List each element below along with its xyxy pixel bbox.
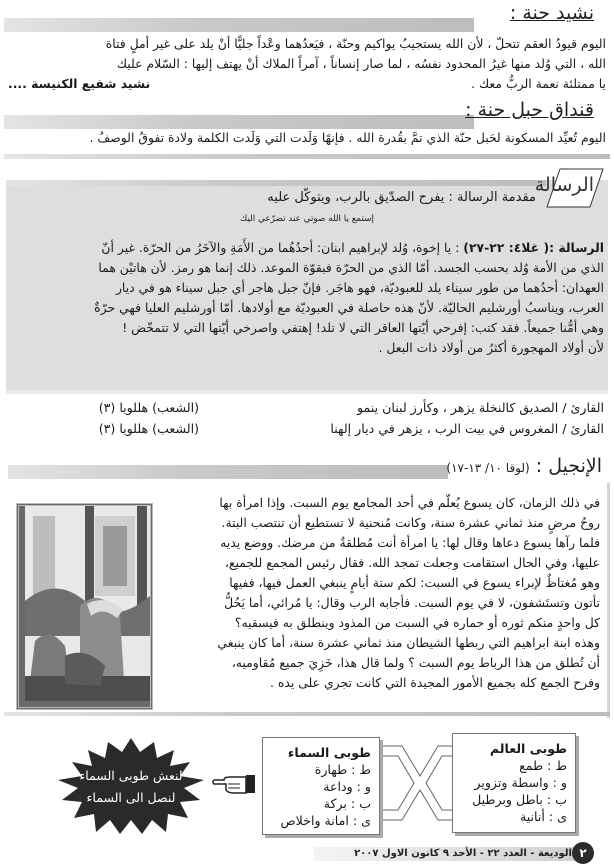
motto-line-2: لنصل الى السماء [86, 790, 176, 805]
epistle-reference: الرسالة :( غلا٤: ٢٢-٢٧) [463, 240, 604, 255]
gospel-line: وهو مُغتاظٌ لإبراء يسوع في السبت: لكم ستة أيامٍ ينبغي العمل فيها، ففيها [229, 575, 600, 590]
hymn-line: يا ممتلئة نعمة الربُّ معك . [471, 76, 606, 91]
beatitudes-heaven-box [262, 737, 380, 835]
epistle-intro-2: إستمع يا الله صوتي عند تضرّعي اليك [240, 214, 374, 224]
beatitude-item: ب : بركة [323, 796, 371, 811]
epistle-line: لأن أولاد المهجورة أكثرُ من أولاد ذات البعل . [378, 340, 604, 355]
divider [4, 712, 610, 716]
alleluia-people: (الشعب) هللويا (٣) [98, 400, 199, 415]
hymn-line: اليوم قيودُ العقم تتحلّ ، لأن الله يستجيبُ يواكيم وحنّة ، فيَعدُهما وعْداً جليًّا أنْ يلد على غير أملٍ فتاة [105, 36, 606, 51]
gospel-illustration [16, 503, 153, 710]
epistle-line: العرب، ويناسبُ أورشليم الحاليّة. لأنّ هذه حاصلة في العبوديّة مع أولادها. أمّا أورشليم العليا فهي حرّةٌ [94, 300, 604, 315]
section-bar [4, 115, 474, 129]
gospel-border [607, 483, 610, 718]
beatitude-item: و : وداعة [323, 779, 371, 794]
beatitudes-world-box [452, 733, 576, 833]
kontakion-text: اليوم تُعيِّد المسكونة لحَبل حنّة الذي تمَّ بقُدرة الله . فإنهًا وَلَدت التي وَلَدت الكلمة ولادة تفوقُ الوصفُ . [89, 130, 606, 145]
footer-issue-info: الوديعة - العدد ٢٢ - الأحد ٩ كانون الاول ٢٠٠٧ [314, 847, 584, 861]
gospel-line: وهذه ابنة ابراهيم التي ربطها الشيطان منذ ثماني عشرة سنة، أما كان ينبغي [217, 635, 600, 650]
gospel-line: في ذلك الزمان، كان يسوع يُعلّم في أحد المجامع يوم السبت. وإذا امرأة بها [219, 495, 600, 510]
gospel-line: تأتون وتستَشفون، لا في يوم السبت. فأجابه الرب وقال: يا مُرائي، أما يَحُلُّ [224, 595, 600, 610]
epistle-line: وهي أمُّنا جميعاً. فقد كتب: إفرحي أيّتها العاقر التي لا تلد! إهتفي واصرخي أيّتها التي لا تتمخّض ! [122, 320, 604, 335]
gospel-line: وفرح الجمع كله بجميع الأمور المجيدة التي كانت تجري على يده . [269, 675, 600, 690]
beatitudes-world-title: طوبى العالم [489, 741, 567, 756]
gospel-line: كل واحدٍ منكم ثوره أو حماره في السبت من المذود وينطلق به فيسقيه؟ [234, 615, 600, 630]
gospel-line: روحُ مرضٍ منذ ثماني عشرة سنة، وكانت مُنحنية لا تستطيع أن تنتصب البتة. [221, 515, 600, 530]
epistle-line: العهدان: أحدُهما من طور سيناء يلد للعبوديّة، فهو هاجَر. فإنّ جبل هاجر أي جبل سيناء هو في ديار [115, 280, 604, 295]
beatitude-item: ب : باطل وبرطيل [472, 792, 567, 807]
beatitude-item: ط : طمع [519, 758, 567, 773]
epistle-tab-label: الرسالة [534, 174, 594, 196]
epistle-tab [534, 168, 604, 208]
gospel-title [446, 455, 602, 479]
gospel-line: عليها، وفي الحال استقامت وجعلت تمجد الله. فقال رئيس المجمع للجميع، [224, 555, 600, 570]
beatitude-item: و : واسطة وتزوير [474, 775, 567, 790]
alleluia-people: (الشعب) هللويا (٣) [98, 421, 199, 436]
section-bar [6, 180, 546, 186]
section-bar [8, 465, 448, 479]
divider [4, 154, 610, 159]
beatitude-item: ى : أنانية [519, 809, 567, 824]
motto-burst [56, 738, 206, 834]
alleluia-reader: القارئ / المغروس في بيت الرب ، يزهر في ديار إلهنا [330, 421, 604, 436]
hymn-signature: نشيد شفيع الكنيسة .... [8, 76, 151, 91]
pointing-hand-icon [212, 772, 256, 796]
epistle-text: : يا إخوة، وُلد لإبراهيم ابنان: أحدُهُما من الأَمَةِ والآخَرُ من الحرّة. غير أنّ [101, 240, 460, 255]
starburst-shape [56, 738, 206, 834]
hymn-line: الله ، التي وُلد منها غيرُ المحدود نفسُه ، لما صار إنساناً ، آمراً الملاك أنْ يهتف إليها : السّلام عليك [116, 56, 606, 71]
section-title-kontakion: قنداق حبل حنة : [465, 99, 594, 121]
healing-scene-image [25, 506, 150, 701]
gospel-reference: (لوقا ١٠/ ١٣-١٧) [446, 461, 530, 475]
page-number: ٢ [572, 842, 594, 864]
epistle-line: الذي من الأمة وُلد بحسب الجسد. أمّا الذي من الحرّة فبقوّة الموعد. ذلك إنما هو رمز. لأن هاتيْن هما [98, 260, 604, 275]
section-bar [4, 18, 474, 32]
motto-line-1: لنعش طوبى السماء [79, 768, 183, 783]
gospel-line: أن تُطلق من هذا الرباط يوم السبت ؟ ولما قال هذا، خَزِيَ جميع مُقاوميه، [231, 655, 600, 670]
epistle-intro-1: مقدمة الرسالة : يفرح الصدّيق بالرب، ويتوكّل عليه [267, 190, 536, 205]
alleluia-reader: القارئ / الصديق كالنخلة يزهر ، وكأرز لبنان ينمو [357, 400, 604, 415]
beatitudes-heaven-title: طوبى السماء [287, 745, 371, 760]
section-title-hymn: نشيد حنة : [509, 2, 594, 24]
gospel-line: فلما رآها يسوع دعاها وقال لها: يا امرأة أنت مُطلقةٌ من مرضك. ووضع يديه [220, 535, 600, 550]
cross-connector [380, 738, 460, 828]
beatitude-item: ط : طهارة [314, 762, 371, 777]
beatitude-item: ى : امانة واخلاص [280, 813, 371, 828]
gospel-title-text: الإنجيل : [535, 455, 602, 477]
epistle-line [10, 238, 604, 258]
